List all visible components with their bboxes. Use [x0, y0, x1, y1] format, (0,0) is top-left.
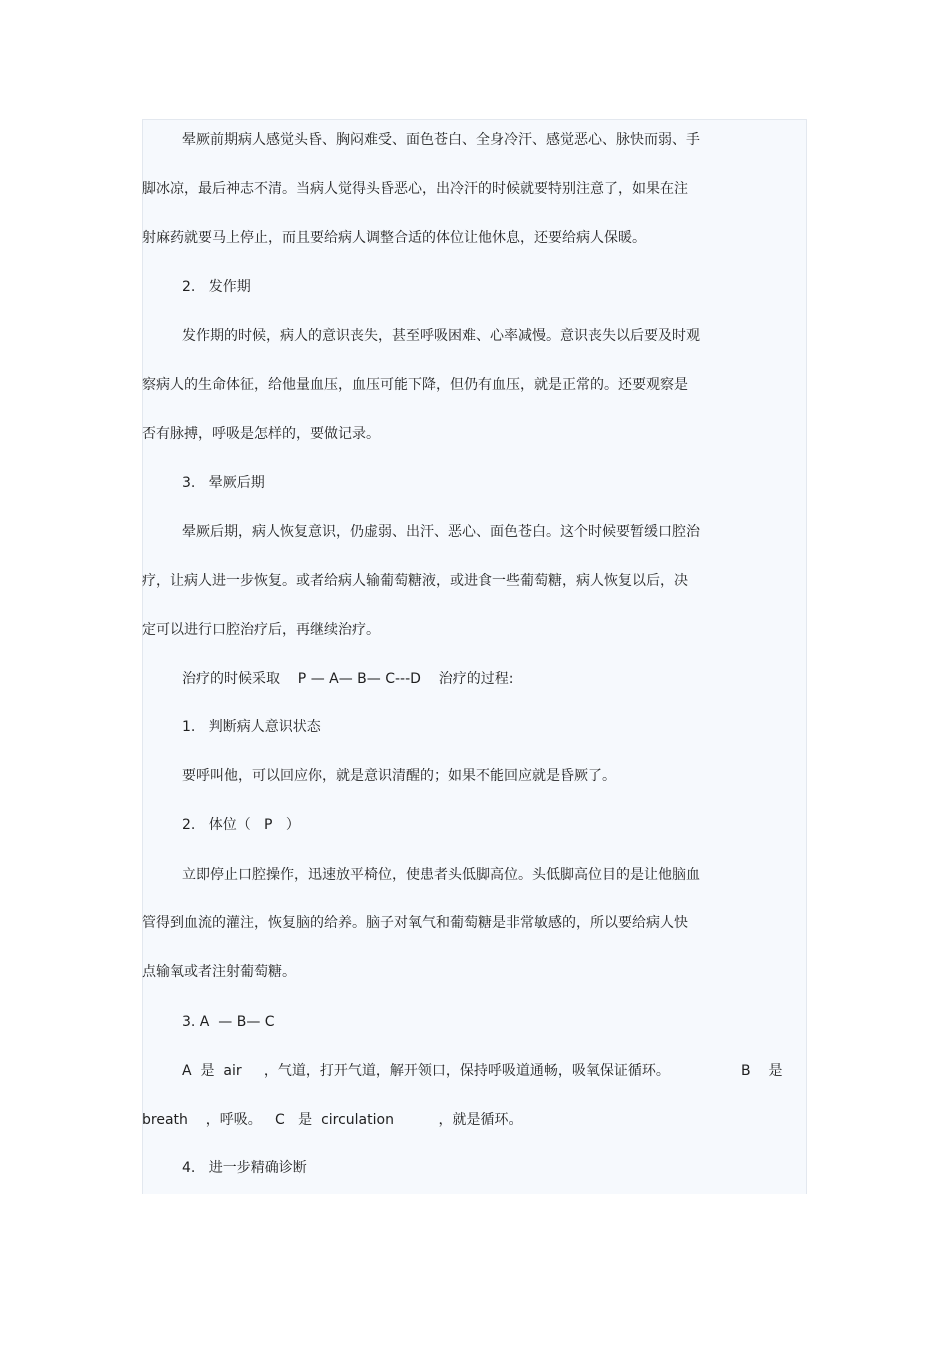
- paragraph-line: 发作期的时候，病人的意识丧失，甚至呼吸困难、心率减慢。意识丧失以后要及时观: [182, 328, 700, 344]
- paragraph-line: 晕厥后期，病人恢复意识，仍虚弱、出汗、恶心、面色苍白。这个时候要暂缓口腔治: [182, 524, 700, 540]
- paragraph-line: 射麻药就要马上停止，而且要给病人调整合适的体位让他休息，还要给病人保暖。: [142, 230, 646, 246]
- paragraph-line: 否有脉搏，呼吸是怎样的，要做记录。: [142, 426, 380, 442]
- section-heading: 1. 判断病人意识状态: [182, 719, 321, 735]
- section-heading: 2. 体位（ P ）: [182, 817, 300, 833]
- paragraph-line: A 是 air ，气道，打开气道，解开领口，保持呼吸道通畅，吸氧保证循环。 B 是: [182, 1063, 783, 1079]
- section-heading: 3. 晕厥后期: [182, 475, 265, 491]
- paragraph-line: 治疗的时候采取 P — A— B— C---D 治疗的过程:: [182, 671, 514, 687]
- paragraph-line: 要呼叫他，可以回应你，就是意识清醒的；如果不能回应就是昏厥了。: [182, 768, 616, 784]
- paragraph-line: 脚冰凉，最后神志不清。当病人觉得头昏恶心，出冷汗的时候就要特别注意了，如果在注: [142, 181, 688, 197]
- paragraph-line: 点输氧或者注射葡萄糖。: [142, 964, 296, 980]
- paragraph-line: 察病人的生命体征，给他量血压，血压可能下降，但仍有血压，就是正常的。还要观察是: [142, 377, 688, 393]
- section-heading: 3. A — B— C: [182, 1014, 275, 1030]
- paragraph-line: 管得到血流的灌注，恢复脑的给养。脑子对氧气和葡萄糖是非常敏感的，所以要给病人快: [142, 915, 688, 931]
- paragraph-line: 晕厥前期病人感觉头昏、胸闷难受、面色苍白、全身冷汗、感觉恶心、脉快而弱、手: [182, 132, 700, 148]
- paragraph-line: 定可以进行口腔治疗后，再继续治疗。: [142, 622, 380, 638]
- paragraph-line: 立即停止口腔操作，迅速放平椅位，使患者头低脚高位。头低脚高位目的是让他脑血: [182, 867, 700, 883]
- section-heading: 4. 进一步精确诊断: [182, 1160, 307, 1176]
- section-heading: 2. 发作期: [182, 279, 251, 295]
- paragraph-line: breath ，呼吸。 C 是 circulation ，就是循环。: [142, 1112, 523, 1128]
- paragraph-line: 疗，让病人进一步恢复。或者给病人输葡萄糖液，或进食一些葡萄糖，病人恢复以后，决: [142, 573, 688, 589]
